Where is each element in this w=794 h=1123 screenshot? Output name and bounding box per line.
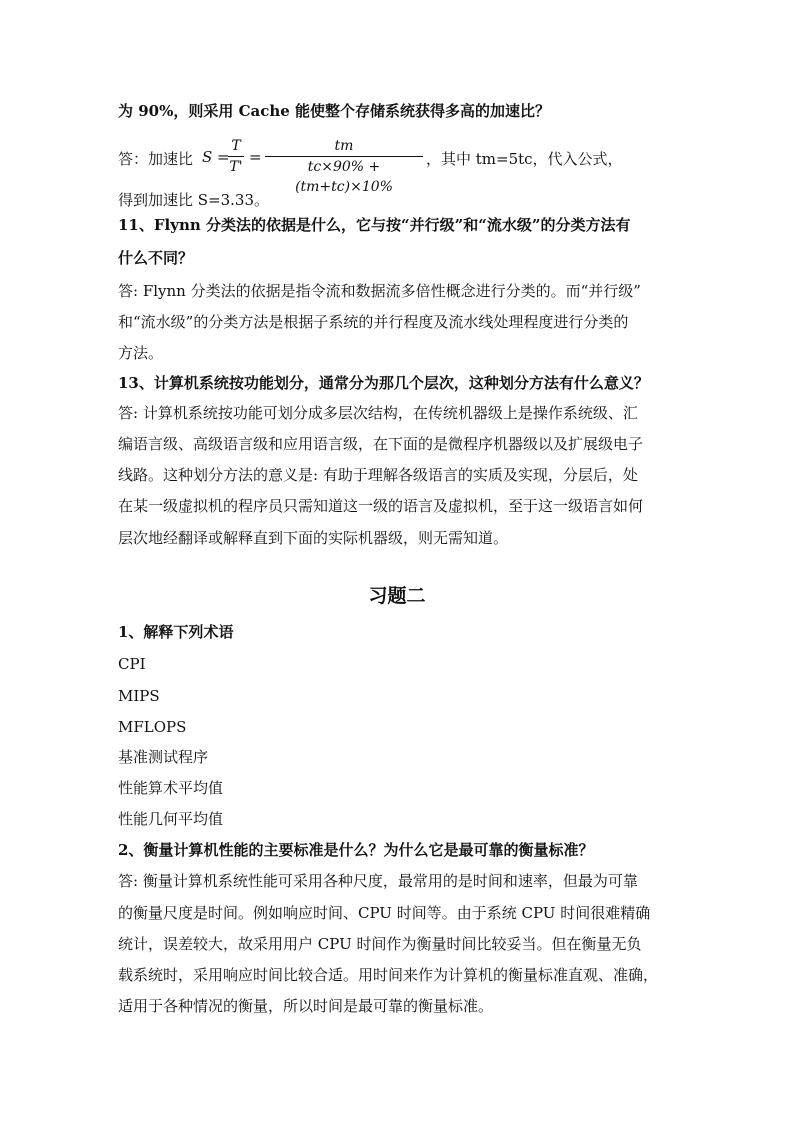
- fraction-speedup: [265, 136, 423, 195]
- formula-lhs: S =: [202, 148, 230, 166]
- answer-11-line-1: 答: Flynn 分类法的依据是指令流和数据流多倍性概念进行分类的。而“并行级”: [118, 282, 641, 300]
- answer-13-line-1: 答: 计算机系统按功能可划分成多层次结构，在传统机器级上是操作系统级、汇: [118, 404, 638, 422]
- answer-11-line-2: 和“流水级”的分类方法是根据子系统的并行程度及流水线处理程度进行分类的: [118, 313, 629, 331]
- answer-2-line-5: 适用于各种情况的衡量，所以时间是最可靠的衡量标准。: [118, 997, 494, 1015]
- question-11-line-1: 11、Flynn 分类法的依据是什么，它与按“并行级”和“流水级”的分类方法有: [118, 216, 631, 234]
- fraction-t-denominator: T': [228, 156, 244, 177]
- question-2-title: 2、衡量计算机性能的主要标准是什么？为什么它是最可靠的衡量标准？: [118, 841, 594, 859]
- answer-speedup-prefix: 答：加速比: [118, 150, 194, 168]
- formula-equals: =: [249, 148, 262, 166]
- speedup-formula-row: [118, 132, 718, 195]
- question-13-line-1: 13、计算机系统按功能划分，通常分为那几个层次，这种划分方法有什么意义？: [118, 374, 649, 392]
- answer-13-line-5: 层次地经翻译或解释直到下面的实际机器级，则无需知道。: [118, 529, 509, 547]
- question-speedup-tail: 为 90%，则采用 Cache 能使整个存储系统获得多高的加速比？: [118, 102, 551, 120]
- answer-2-line-1: 答: 衡量计算机系统性能可采用各种尺度，最常用的是时间和速率，但最为可靠: [118, 872, 638, 890]
- term-geometric-mean: 性能几何平均值: [118, 810, 224, 828]
- fraction-t-over-tprime: [228, 136, 244, 177]
- answer-13-line-3: 线路。这种划分方法的意义是: 有助于理解各级语言的实质及实现，分层后，处: [118, 466, 638, 484]
- answer-2-line-4: 载系统时，采用响应时间比较合适。用时间来作为计算机的衡量标准直观、准确，: [118, 966, 659, 984]
- term-mips: MIPS: [118, 687, 160, 705]
- answer-13-line-2: 编语言级、高级语言级和应用语言级，在下面的是微程序机器级以及扩展级电子: [118, 435, 644, 453]
- question-1-title: 1、解释下列术语: [118, 623, 234, 641]
- answer-2-line-3: 统计，误差较大，故采用用户 CPU 时间作为衡量时间比较妥当。但在衡量无负: [118, 935, 642, 953]
- term-arithmetic-mean: 性能算术平均值: [118, 779, 224, 797]
- fraction-t-numerator: T: [231, 138, 241, 154]
- answer-speedup-suffix: ，其中 tm=5tc，代入公式，: [426, 150, 623, 168]
- fraction-speedup-numerator: tm: [334, 138, 354, 154]
- term-benchmark: 基准测试程序: [118, 748, 209, 766]
- section-title: 习题二: [368, 585, 426, 607]
- fraction-speedup-denominator: tc×90% + (tm+tc)×10%: [265, 156, 423, 177]
- answer-11-line-3: 方法。: [118, 344, 164, 362]
- question-11-line-2: 什么不同？: [118, 249, 194, 267]
- answer-speedup-result: 得到加速比 S=3.33。: [118, 191, 270, 209]
- term-cpi: CPI: [118, 655, 146, 673]
- answer-2-line-2: 的衡量尺度是时间。例如响应时间、CPU 时间等。由于系统 CPU 时间很难精确: [118, 904, 651, 922]
- term-mflops: MFLOPS: [118, 718, 187, 736]
- answer-13-line-4: 在某一级虚拟机的程序员只需知道这一级的语言及虚拟机，至于这一级语言如何: [118, 497, 644, 515]
